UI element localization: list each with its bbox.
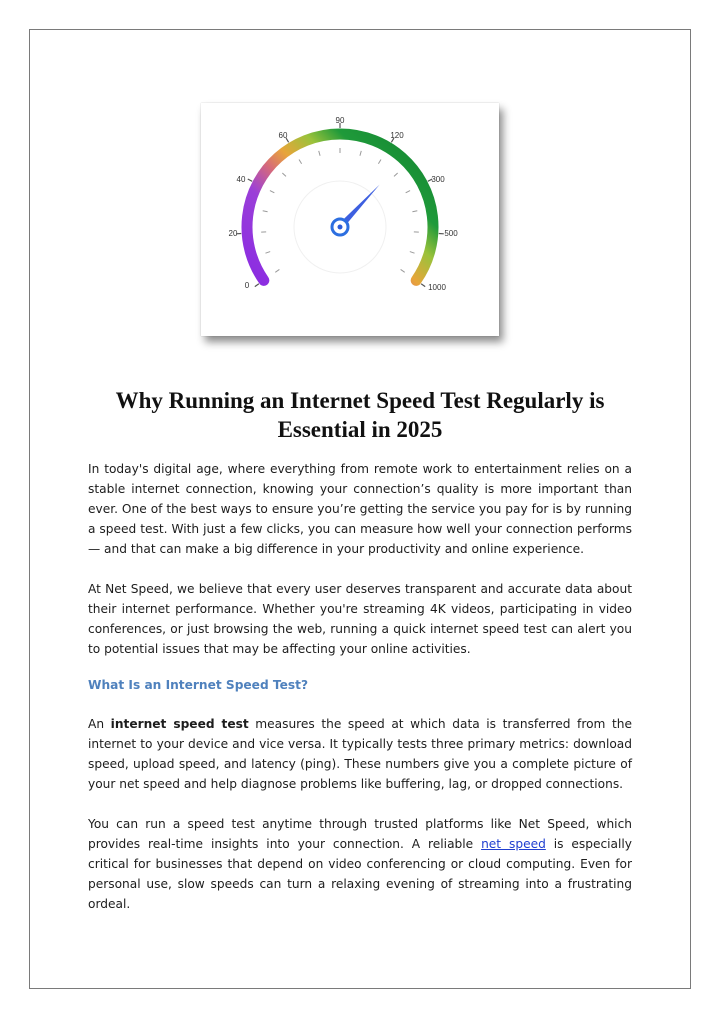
gauge-minor-tick — [401, 269, 405, 272]
gauge-label-60: 60 — [278, 131, 288, 140]
gauge-minor-tick — [319, 151, 320, 156]
gauge-minor-tick — [275, 269, 279, 272]
gauge-major-tick — [255, 284, 259, 287]
net-speed-paragraph: At Net Speed, we believe that every user deserves transparent and accurate data about their internet performance. Whether you're streaming 4K videos, participating in video conferences, or just browsing the web, running a quick internet speed test can alert you to potential issues that may be affecting your online activities. — [88, 582, 632, 656]
gauge-label-300: 300 — [431, 175, 445, 184]
platform-text-before: You can run a speed test anytime through trusted platforms like Net Speed, which provides real-time insights into your connection. A reliable — [88, 817, 632, 851]
gauge-label-20: 20 — [228, 229, 238, 238]
gauge-minor-tick — [265, 252, 270, 254]
gauge-minor-tick — [412, 211, 417, 212]
gauge-label-40: 40 — [236, 175, 246, 184]
gauge-label-120: 120 — [390, 131, 404, 140]
gauge-label-0: 0 — [244, 281, 250, 290]
platform-text-after: is especially critical for businesses that depend on video conferencing or cloud computing. Even for personal use, slow speeds can turn a relaxing evening of streaming into a frustrating ordeal. — [88, 837, 632, 911]
gauge-minor-tick — [360, 151, 361, 156]
gauge-ticks — [236, 123, 444, 287]
gauge-minor-tick — [394, 173, 398, 176]
gauge-minor-tick — [299, 159, 302, 163]
gauge-arc — [247, 134, 433, 280]
gauge-minor-tick — [406, 191, 410, 193]
net-speed-link[interactable]: net speed — [481, 837, 546, 851]
needle-hub-center — [338, 225, 343, 230]
gauge-minor-tick — [410, 252, 415, 254]
gauge-label-1000: 1000 — [428, 283, 446, 292]
speedometer-image — [201, 103, 499, 336]
gauge-label-500: 500 — [444, 229, 458, 238]
intro-paragraph: In today's digital age, where everything from remote work to entertainment relies on a stable internet connection, knowing your connection’s quality is more important than ever. One of the best ways to ensure you’re getting the service you pay for is by running a speed test. With just a few clicks, you can measure how well your connection performs — and that can make a big difference in your productivity and online experience. — [88, 462, 632, 556]
definition-prefix: An — [88, 717, 111, 731]
gauge-minor-tick — [282, 173, 286, 176]
gauge-label-90: 90 — [335, 116, 345, 125]
definition-paragraph — [88, 714, 632, 794]
trusted-platform-paragraph — [88, 814, 632, 914]
gauge-minor-tick — [263, 211, 268, 212]
definition-text: measures the speed at which data is transferred from the internet to your device and vice versa. It typically tests three primary metrics: download speed, upload speed, and latency (ping). These numbers give you a complete picture of your net speed and help diagnose problems like buffering, lag, or dropped connections. — [88, 717, 632, 791]
section-heading: What Is an Internet Speed Test? — [88, 678, 309, 692]
definition-bold-term: internet speed test — [110, 717, 249, 731]
gauge-major-tick — [248, 179, 252, 181]
gauge-major-tick — [421, 284, 425, 287]
gauge-minor-tick — [378, 159, 381, 163]
gauge-minor-tick — [270, 191, 274, 193]
speedometer-gauge — [201, 103, 499, 336]
article-title: Why Running an Internet Speed Test Regularly is Essential in 2025 — [115, 388, 605, 442]
